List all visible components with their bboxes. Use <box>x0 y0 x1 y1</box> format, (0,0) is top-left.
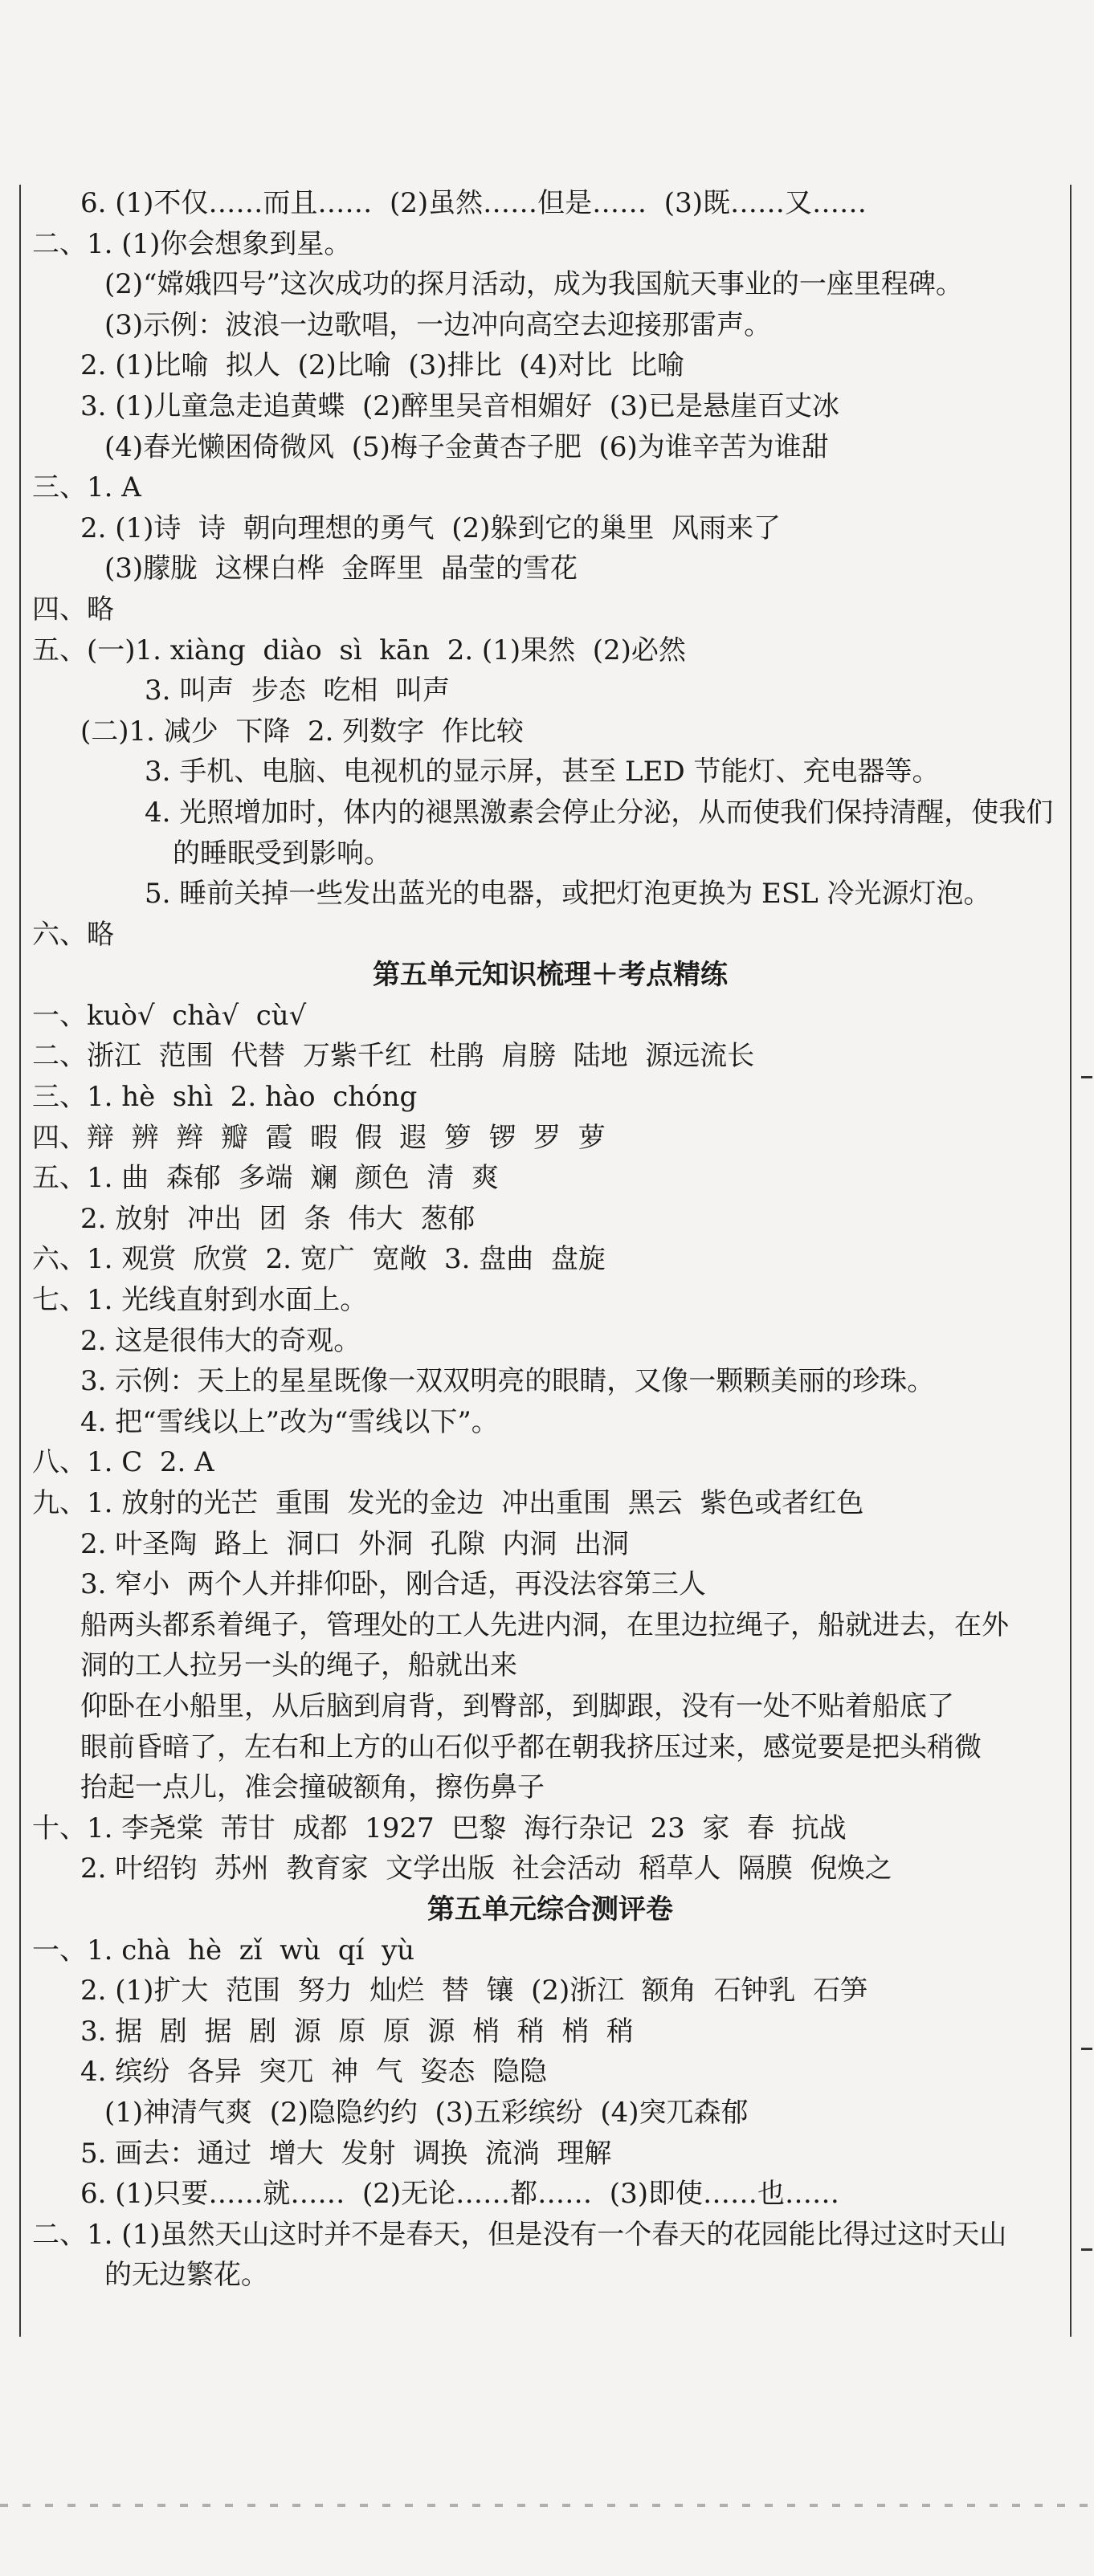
answer-line: 3. 窄小 两个人并排仰卧，刚合适，再没法容第三人 <box>80 1568 706 1601</box>
answer-line: 五、(一)1. xiàng diào sì kān 2. (1)果然 (2)必然 <box>32 634 686 666</box>
answer-text <box>32 183 1068 2296</box>
answer-line: (2)“嫦娥四号”这次成功的探月活动，成为我国航天事业的一座里程碑。 <box>104 268 963 301</box>
answer-line: 洞的工人拉另一头的绳子，船就出来 <box>80 1649 517 1682</box>
answer-line: 6. (1)不仅……而且…… (2)虽然……但是…… (3)既……又…… <box>80 187 867 219</box>
answer-line: 3. 据 剧 据 剧 源 原 原 源 梢 稍 梢 稍 <box>80 2015 635 2048</box>
answer-line: 5. 睡前关掉一些发出蓝光的电器，或把灯泡更换为 ESL 冷光源灯泡。 <box>145 878 991 911</box>
answer-line: 3. (1)儿童急走追黄蝶 (2)醉里吴音相媚好 (3)已是悬崖百丈冰 <box>80 389 839 422</box>
answer-line: 3. 示例：天上的星星既像一双双明亮的眼睛，又像一颗颗美丽的珍珠。 <box>80 1365 935 1398</box>
answer-line: 六、1. 观赏 欣赏 2. 宽广 宽敞 3. 盘曲 盘旋 <box>32 1243 606 1276</box>
answer-line: 二、浙江 范围 代替 万紫千红 杜鹃 肩膀 陆地 源远流长 <box>32 1040 755 1073</box>
answer-line: 6. (1)只要……就…… (2)无论……都…… (3)即使……也…… <box>80 2178 839 2211</box>
answer-line: 三、1. A <box>32 471 141 504</box>
answer-line: 四、辩 辨 辫 瓣 霞 暇 假 遐 箩 锣 罗 萝 <box>32 1121 606 1154</box>
answer-line: 八、1. C 2. A <box>32 1446 214 1479</box>
left-margin-rule <box>19 185 21 2337</box>
answer-line: 2. 叶绍钧 苏州 教育家 文学出版 社会活动 稻草人 隔膜 倪焕之 <box>80 1853 892 1885</box>
answer-line: 的睡眠受到影响。 <box>173 837 391 870</box>
answer-line: 2. 这是很伟大的奇观。 <box>80 1324 361 1357</box>
answer-line: 的无边繁花。 <box>104 2259 268 2292</box>
answer-line: (3)示例：波浪一边歌唱，一边冲向高空去迎接那雷声。 <box>104 308 772 341</box>
answer-line: 2. (1)诗 诗 朝向理想的勇气 (2)躲到它的巢里 风雨来了 <box>80 512 782 544</box>
cut-line <box>0 2504 1094 2507</box>
answer-line: 七、1. 光线直射到水面上。 <box>32 1284 368 1317</box>
answer-line: (4)春光懒困倚微风 (5)梅子金黄杏子肥 (6)为谁辛苦为谁甜 <box>104 430 829 463</box>
right-margin-rule <box>1070 185 1072 2337</box>
answer-line: 一、1. chà hè zǐ wù qí yù <box>32 1934 415 1967</box>
answer-line: 2. (1)扩大 范围 努力 灿烂 替 镶 (2)浙江 额角 石钟乳 石笋 <box>80 1975 868 2007</box>
answer-line: 船两头都系着绳子，管理处的工人先进内洞，在里边拉绳子，船就进去，在外 <box>80 1608 1009 1641</box>
answer-line: 二、1. (1)你会想象到星。 <box>32 227 352 260</box>
answer-line: 2. 放射 冲出 团 条 伟大 葱郁 <box>80 1202 476 1235</box>
answer-line: 九、1. 放射的光芒 重围 发光的金边 冲出重围 黑云 紫色或者红色 <box>32 1487 864 1519</box>
answer-line: 仰卧在小船里，从后脑到肩背，到臀部，到脚跟，没有一处不贴着船底了 <box>80 1689 954 1722</box>
edge-mark <box>1081 2048 1092 2050</box>
answer-line: 一、kuò√ chà√ cù√ <box>32 999 307 1032</box>
answer-line: 三、1. hè shì 2. hào chóng <box>32 1081 418 1114</box>
answer-line: 五、1. 曲 森郁 多端 斓 颜色 清 爽 <box>32 1162 499 1195</box>
answer-line: 5. 画去：通过 增大 发射 调换 流淌 理解 <box>80 2137 612 2170</box>
answer-line: 抬起一点儿，准会撞破额角，擦伤鼻子 <box>80 1771 545 1804</box>
section-title: 第五单元综合测评卷 <box>427 1893 673 1926</box>
answer-line: (3)朦胧 这棵白桦 金晖里 晶莹的雪花 <box>104 552 578 585</box>
answer-line: (二)1. 减少 下降 2. 列数字 作比较 <box>80 715 524 748</box>
edge-mark <box>1081 1076 1092 1078</box>
answer-line: 四、略 <box>32 593 114 626</box>
answer-line: 3. 手机、电脑、电视机的显示屏，甚至 LED 节能灯、充电器等。 <box>145 756 940 789</box>
answer-line: 2. 叶圣陶 路上 洞口 外洞 孔隙 内洞 出洞 <box>80 1527 629 1560</box>
answer-line: 4. 光照增加时，体内的褪黑激素会停止分泌，从而使我们保持清醒，使我们 <box>145 796 1054 829</box>
edge-mark <box>1081 2248 1092 2251</box>
answer-line: 2. (1)比喻 拟人 (2)比喻 (3)排比 (4)对比 比喻 <box>80 349 684 382</box>
section-title: 第五单元知识梳理＋考点精练 <box>373 959 728 992</box>
answer-line: 4. 把“雪线以上”改为“雪线以下”。 <box>80 1405 499 1438</box>
answer-line: 二、1. (1)虽然天山这时并不是春天，但是没有一个春天的花园能比得过这时天山 <box>32 2218 1007 2251</box>
answer-line: 十、1. 李尧棠 芾甘 成都 1927 巴黎 海行杂记 23 家 春 抗战 <box>32 1812 847 1844</box>
answer-line: 六、略 <box>32 918 114 951</box>
answer-line: 4. 缤纷 各异 突兀 神 气 姿态 隐隐 <box>80 2056 547 2089</box>
answer-line: 眼前昏暗了，左右和上方的山石似乎都在朝我挤压过来，感觉要是把头稍微 <box>80 1730 982 1763</box>
answer-line: (1)神清气爽 (2)隐隐约约 (3)五彩缤纷 (4)突兀森郁 <box>104 2096 749 2129</box>
answer-line: 3. 叫声 步态 吃相 叫声 <box>145 675 451 707</box>
